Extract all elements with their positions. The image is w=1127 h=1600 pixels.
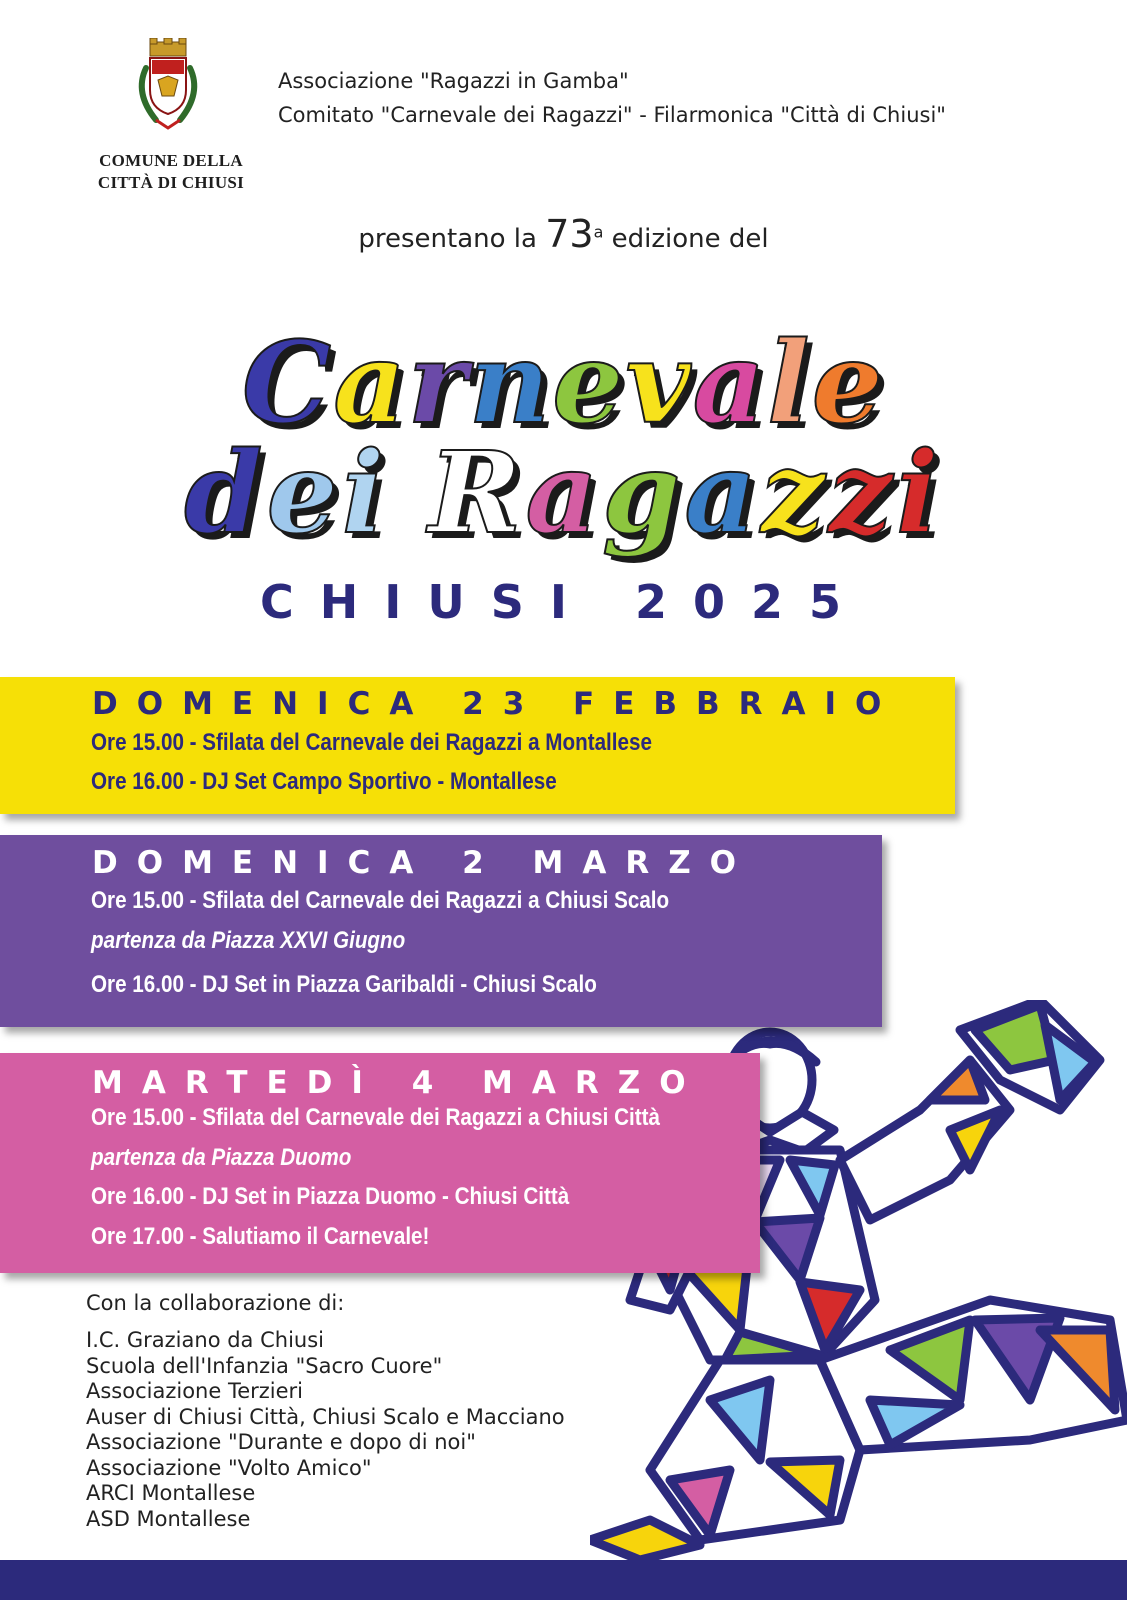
- collaborators-list: [86, 1328, 565, 1532]
- event-line: Ore 15.00 - Sfilata del Carnevale dei Ragazzi a Chiusi Città: [91, 1104, 660, 1131]
- title-letter: z: [828, 428, 897, 559]
- list-item: Associazione "Volto Amico": [86, 1455, 372, 1480]
- title-letter: l: [767, 318, 812, 449]
- title-letter: a: [684, 428, 761, 559]
- title-letter: g: [602, 428, 685, 559]
- list-item: Associazione "Durante e dopo di noi": [86, 1430, 476, 1454]
- event-line: Ore 16.00 - DJ Set in Piazza Duomo - Chiusi Città: [91, 1183, 570, 1210]
- collaborators: [86, 1290, 565, 1532]
- list-item: Associazione Terzieri: [86, 1379, 304, 1403]
- title-letter: e: [811, 318, 885, 449]
- title-letter: n: [468, 318, 553, 449]
- title-letter: a: [525, 428, 603, 559]
- list-item: ASD Montallese: [86, 1506, 251, 1531]
- title-letter: a: [692, 318, 768, 449]
- event-date: DOMENICA 2 MARZO: [92, 845, 756, 881]
- event-line: Ore 16.00 - DJ Set in Piazza Garibaldi - Chiusi Scalo: [91, 971, 597, 998]
- event-line-start-location: partenza da Piazza Duomo: [91, 1144, 352, 1171]
- title-letter: R: [428, 428, 526, 559]
- city-crest-logo: [128, 38, 208, 138]
- event-date: MARTEDÌ 4 MARZO: [92, 1065, 705, 1101]
- presentation-line: presentano la 73$^a$ edizione del: [358, 212, 769, 256]
- list-item: Auser di Chiusi Città, Chiusi Scalo e Macciano: [86, 1404, 565, 1429]
- title-letter: r: [407, 318, 469, 449]
- crown-icon: [150, 38, 186, 56]
- event-line-start-location: partenza da Piazza XXVI Giugno: [91, 927, 406, 954]
- comune-name: COMUNE DELLA CITTÀ DI CHIUSI: [97, 151, 245, 192]
- subtitle-city-year: CHIUSI 2025: [259, 575, 867, 629]
- organizer-line: Comitato "Carnevale dei Ragazzi" - Filarmonica "Città di Chiusi": [278, 103, 946, 127]
- event-band-23-febbraio: [0, 677, 955, 814]
- title-letter: v: [625, 318, 693, 449]
- title-letter: d: [184, 428, 267, 559]
- event-line: Ore 16.00 - DJ Set Campo Sportivo - Montallese: [91, 768, 557, 795]
- list-item: ARCI Montallese: [86, 1481, 256, 1505]
- event-band-2-marzo: [0, 835, 882, 1027]
- event-date: DOMENICA 23 FEBBRAIO: [92, 686, 901, 722]
- title-letter: a: [333, 318, 408, 449]
- title-letter: i: [341, 428, 389, 559]
- title-letter: e: [552, 318, 626, 449]
- event-line: Ore 17.00 - Salutiamo il Carnevale!: [91, 1223, 430, 1250]
- title-letter: e: [266, 428, 342, 559]
- event-band-4-marzo: [0, 1053, 760, 1273]
- title-letter: i: [896, 428, 943, 559]
- title-letter: C: [242, 318, 334, 449]
- event-line: Ore 15.00 - Sfilata del Carnevale dei Ragazzi a Montallese: [91, 729, 652, 756]
- bottom-bar: [0, 1560, 1127, 1600]
- collaborators-heading: Con la collaborazione di:: [86, 1291, 345, 1315]
- list-item: Scuola dell'Infanzia "Sacro Cuore": [86, 1353, 443, 1378]
- list-item: I.C. Graziano da Chiusi: [86, 1328, 324, 1352]
- title-dei-ragazzi: [0, 428, 1127, 559]
- organizers: [278, 64, 946, 132]
- event-line: Ore 15.00 - Sfilata del Carnevale dei Ragazzi a Chiusi Scalo: [91, 887, 670, 914]
- title-letter: z: [760, 428, 829, 559]
- organizer-line: Associazione "Ragazzi in Gamba": [278, 69, 629, 93]
